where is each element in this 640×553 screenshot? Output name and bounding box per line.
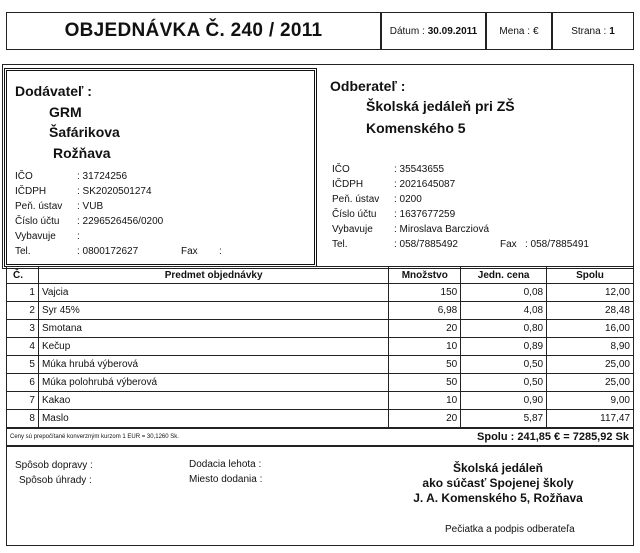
customer-handler: : Miroslava Barcziová <box>394 224 490 235</box>
row-total: 8,90 <box>547 338 634 356</box>
row-item: Kakao <box>38 392 388 410</box>
col-number: Č. <box>7 267 39 284</box>
currency-field <box>486 12 552 50</box>
customer-fax-label: Fax <box>500 239 517 250</box>
customer-field-keys <box>332 162 379 252</box>
row-total: 117,47 <box>547 410 634 428</box>
row-item: Maslo <box>38 410 388 428</box>
stamp-line-2: ako súčasť Spojenej školy <box>422 476 574 490</box>
supplier-handler: : <box>77 231 80 242</box>
date-label: Dátum : <box>389 25 425 37</box>
supplier-phone: : 0800172627 <box>77 246 139 257</box>
row-total: 25,00 <box>547 356 634 374</box>
row-quantity: 50 <box>389 356 461 374</box>
row-item: Múka polohrubá výberová <box>38 374 388 392</box>
supplier-key-account: Číslo účtu <box>15 216 60 227</box>
row-number: 4 <box>7 338 39 356</box>
page-field <box>552 12 634 50</box>
page-value: 1 <box>609 25 615 37</box>
supplier-field-values <box>77 169 163 259</box>
customer-ico: : 35543655 <box>394 164 445 175</box>
sum-row <box>6 428 634 446</box>
transport-label: Spôsob dopravy : <box>15 460 93 471</box>
row-number: 1 <box>7 284 39 302</box>
row-total: 9,00 <box>547 392 634 410</box>
customer-phone: : 058/7885492 <box>394 239 458 250</box>
row-total: 25,00 <box>547 374 634 392</box>
supplier-bank: : VUB <box>77 201 104 212</box>
table-row <box>7 320 634 338</box>
signature-label: Pečiatka a podpis odberateľa <box>445 524 575 535</box>
supplier-name-line-3: Rožňava <box>53 145 111 161</box>
date-value: 30.09.2011 <box>427 25 478 37</box>
row-unit-price: 0,90 <box>461 392 547 410</box>
row-unit-price: 0,50 <box>461 374 547 392</box>
row-quantity: 10 <box>389 338 461 356</box>
supplier-key-phone: Tel. <box>15 246 31 257</box>
row-quantity: 20 <box>389 320 461 338</box>
currency-label: Mena : <box>499 25 530 37</box>
table-row <box>7 410 634 428</box>
row-unit-price: 4,08 <box>461 302 547 320</box>
footer-section <box>6 446 634 546</box>
supplier-key-handler: Vybavuje <box>15 231 56 242</box>
date-field <box>381 12 486 50</box>
row-number: 7 <box>7 392 39 410</box>
delivery-term-label: Dodacia lehota : <box>189 459 262 470</box>
customer-fax: : 058/7885491 <box>525 239 589 250</box>
supplier-field-keys <box>15 169 62 259</box>
customer-key-bank: Peň. ústav <box>332 194 380 205</box>
row-total: 28,48 <box>547 302 634 320</box>
order-sum: Spolu : 241,85 € = 7285,92 Sk <box>477 431 629 443</box>
conversion-note: Ceny sú prepočítané konverzným kurzom 1 EUR = 30,1260 Sk. <box>10 434 179 440</box>
customer-name-line-1: Školská jedáleň pri ZŠ <box>366 98 515 114</box>
table-row <box>7 374 634 392</box>
row-total: 12,00 <box>547 284 634 302</box>
row-quantity: 10 <box>389 392 461 410</box>
row-quantity: 20 <box>389 410 461 428</box>
row-item: Smotana <box>38 320 388 338</box>
customer-bank: : 0200 <box>394 194 422 205</box>
row-quantity: 150 <box>389 284 461 302</box>
row-number: 8 <box>7 410 39 428</box>
table-row <box>7 392 634 410</box>
row-number: 6 <box>7 374 39 392</box>
supplier-name-line-1: GRM <box>49 104 82 120</box>
customer-key-account: Číslo účtu <box>332 209 377 220</box>
table-header-row <box>7 267 634 284</box>
customer-account: : 1637677259 <box>394 209 456 220</box>
row-number: 3 <box>7 320 39 338</box>
stamp-line-3: J. A. Komenského 5, Rožňava <box>413 491 583 505</box>
supplier-label: Dodávateľ : <box>15 83 92 99</box>
supplier-name-line-2: Šafárikova <box>49 124 120 140</box>
row-number: 5 <box>7 356 39 374</box>
row-total: 16,00 <box>547 320 634 338</box>
customer-field-values <box>394 162 489 252</box>
document-title: OBJEDNÁVKA Č. 240 / 2011 <box>6 12 381 50</box>
row-number: 2 <box>7 302 39 320</box>
page-label: Strana : <box>571 25 607 37</box>
customer-name-line-2: Komenského 5 <box>366 120 466 136</box>
table-row <box>7 356 634 374</box>
row-item: Múka hrubá výberová <box>38 356 388 374</box>
customer-key-phone: Tel. <box>332 239 348 250</box>
row-quantity: 50 <box>389 374 461 392</box>
supplier-account: : 2296526456/0200 <box>77 216 164 227</box>
row-quantity: 6,98 <box>389 302 461 320</box>
col-item: Predmet objednávky <box>38 267 388 284</box>
table-row <box>7 302 634 320</box>
customer-label: Odberateľ : <box>330 78 406 94</box>
customer-icdph: : 2021645087 <box>394 179 456 190</box>
supplier-box <box>4 68 317 267</box>
row-unit-price: 5,87 <box>461 410 547 428</box>
row-unit-price: 0,89 <box>461 338 547 356</box>
stamp-line-1: Školská jedáleň <box>452 461 544 475</box>
row-item: Syr 45% <box>38 302 388 320</box>
supplier-key-icdph: IČDPH <box>15 186 47 197</box>
delivery-place-label: Miesto dodania : <box>189 474 263 485</box>
supplier-key-ico: IČO <box>15 171 33 182</box>
customer-key-handler: Vybavuje <box>332 224 373 235</box>
row-item: Kečup <box>38 338 388 356</box>
col-total: Spolu <box>547 267 634 284</box>
customer-key-icdph: IČDPH <box>332 179 364 190</box>
order-items-table <box>6 266 634 428</box>
row-item: Vajcia <box>38 284 388 302</box>
supplier-key-bank: Peň. ústav <box>15 201 63 212</box>
col-quantity: Množstvo <box>389 267 461 284</box>
currency-value: € <box>533 25 539 37</box>
row-unit-price: 0,50 <box>461 356 547 374</box>
row-unit-price: 0,08 <box>461 284 547 302</box>
table-row <box>7 338 634 356</box>
supplier-fax: : <box>219 246 222 257</box>
customer-stamp <box>393 461 603 506</box>
row-unit-price: 0,80 <box>461 320 547 338</box>
supplier-ico: : 31724256 <box>77 171 128 182</box>
supplier-icdph: : SK2020501274 <box>77 186 152 197</box>
col-unit-price: Jedn. cena <box>461 267 547 284</box>
customer-key-ico: IČO <box>332 164 350 175</box>
payment-label: Spôsob úhrady : <box>19 475 92 486</box>
table-row <box>7 284 634 302</box>
supplier-fax-label: Fax <box>181 246 198 257</box>
